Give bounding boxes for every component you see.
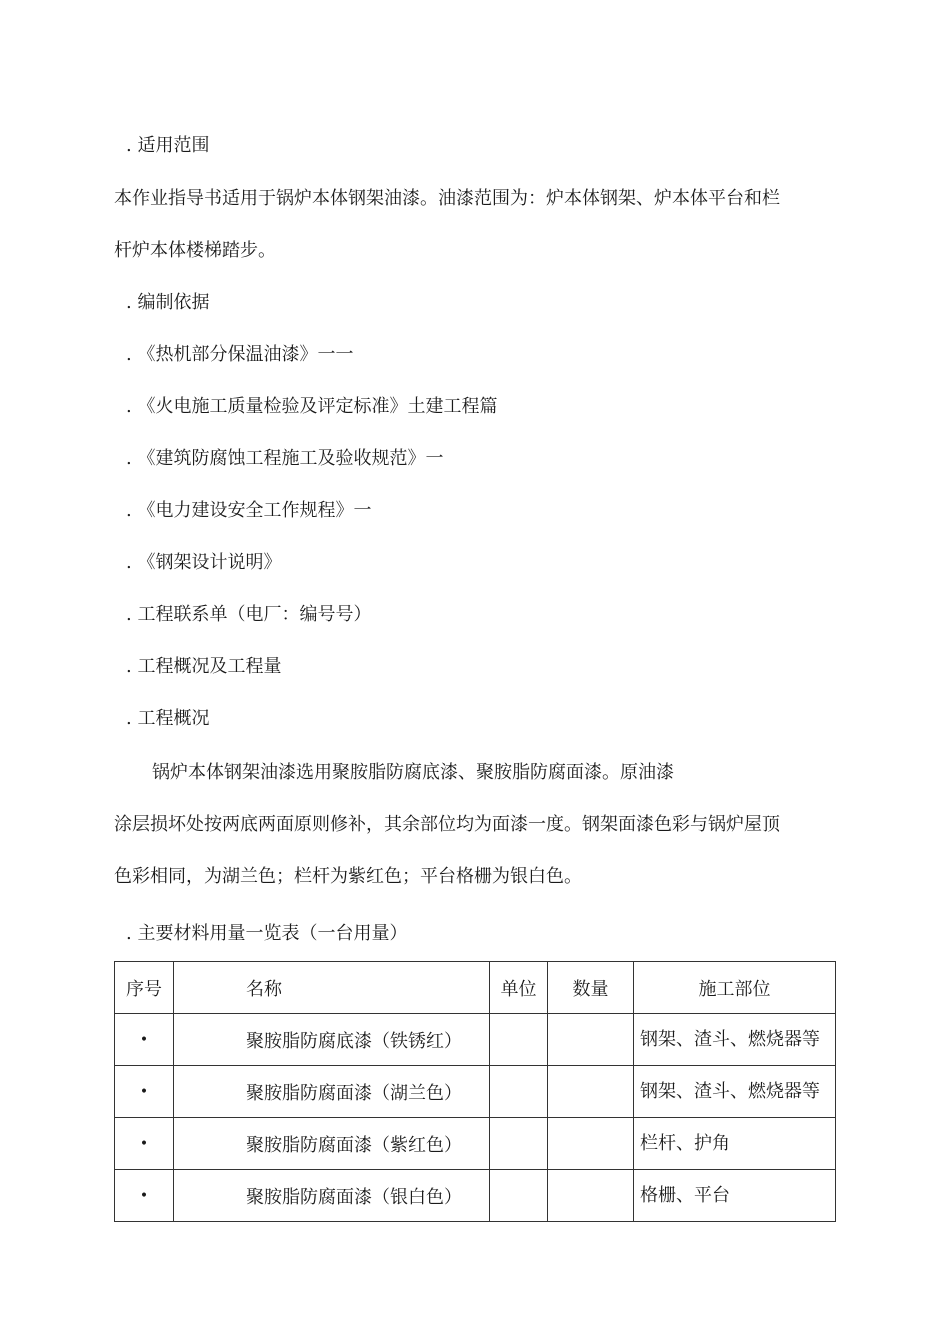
scope-text-line-1: 本作业指导书适用于锅炉本体钢架油漆。油漆范围为：炉本体钢架、炉本体平台和栏: [114, 188, 780, 209]
basis-item-1: . 《热机部分保温油漆》一一: [126, 344, 354, 365]
materials-table: [114, 961, 836, 1222]
basis-item-2: . 《火电施工质量检验及评定标准》土建工程篇: [126, 396, 498, 417]
row-location: 钢架、渣斗、燃烧器等: [634, 1014, 836, 1066]
heading-materials: . 主要材料用量一览表（一台用量）: [126, 923, 408, 944]
header-no: 序号: [115, 962, 174, 1014]
heading-overview: . 工程概况: [126, 708, 210, 729]
heading-scope: . 适用范围: [126, 135, 210, 156]
row-location: 钢架、渣斗、燃烧器等: [634, 1066, 836, 1118]
row-unit: [490, 1066, 548, 1118]
row-qty: [548, 1014, 634, 1066]
row-no: •: [115, 1066, 174, 1118]
basis-item-4: . 《电力建设安全工作规程》一: [126, 500, 372, 521]
row-qty: [548, 1066, 634, 1118]
overview-text-line-3: 色彩相同，为湖兰色；栏杆为紫红色；平台格栅为银白色。: [114, 866, 582, 887]
overview-text-line-1: 锅炉本体钢架油漆选用聚胺脂防腐底漆、聚胺脂防腐面漆。原油漆: [152, 762, 674, 783]
header-qty: 数量: [548, 962, 634, 1014]
table-row: [115, 1066, 836, 1118]
heading-basis: . 编制依据: [126, 292, 210, 313]
row-name: 聚胺脂防腐面漆（紫红色）: [174, 1118, 490, 1170]
header-unit: 单位: [490, 962, 548, 1014]
row-name: 聚胺脂防腐底漆（铁锈红）: [174, 1014, 490, 1066]
basis-item-3: . 《建筑防腐蚀工程施工及验收规范》一: [126, 448, 444, 469]
row-qty: [548, 1118, 634, 1170]
table-header-row: [115, 962, 836, 1014]
table-row: [115, 1170, 836, 1222]
row-no: •: [115, 1118, 174, 1170]
overview-text-line-2: 涂层损坏处按两底两面原则修补，其余部位均为面漆一度。钢架面漆色彩与锅炉屋顶: [114, 814, 780, 835]
row-location: 格栅、平台: [634, 1170, 836, 1222]
row-name: 聚胺脂防腐面漆（银白色）: [174, 1170, 490, 1222]
basis-item-5: . 《钢架设计说明》: [126, 552, 282, 573]
row-unit: [490, 1014, 548, 1066]
row-unit: [490, 1170, 548, 1222]
row-location: 栏杆、护角: [634, 1118, 836, 1170]
row-name: 聚胺脂防腐面漆（湖兰色）: [174, 1066, 490, 1118]
header-location: 施工部位: [634, 962, 836, 1014]
row-no: •: [115, 1170, 174, 1222]
row-no: •: [115, 1014, 174, 1066]
scope-text-line-2: 杆炉本体楼梯踏步。: [114, 240, 276, 261]
row-unit: [490, 1118, 548, 1170]
row-qty: [548, 1170, 634, 1222]
table-row: [115, 1014, 836, 1066]
basis-item-6: . 工程联系单（电厂：编号号）: [126, 604, 372, 625]
header-name: 名称: [174, 962, 490, 1014]
heading-overview-quantity: . 工程概况及工程量: [126, 656, 282, 677]
table-row: [115, 1118, 836, 1170]
